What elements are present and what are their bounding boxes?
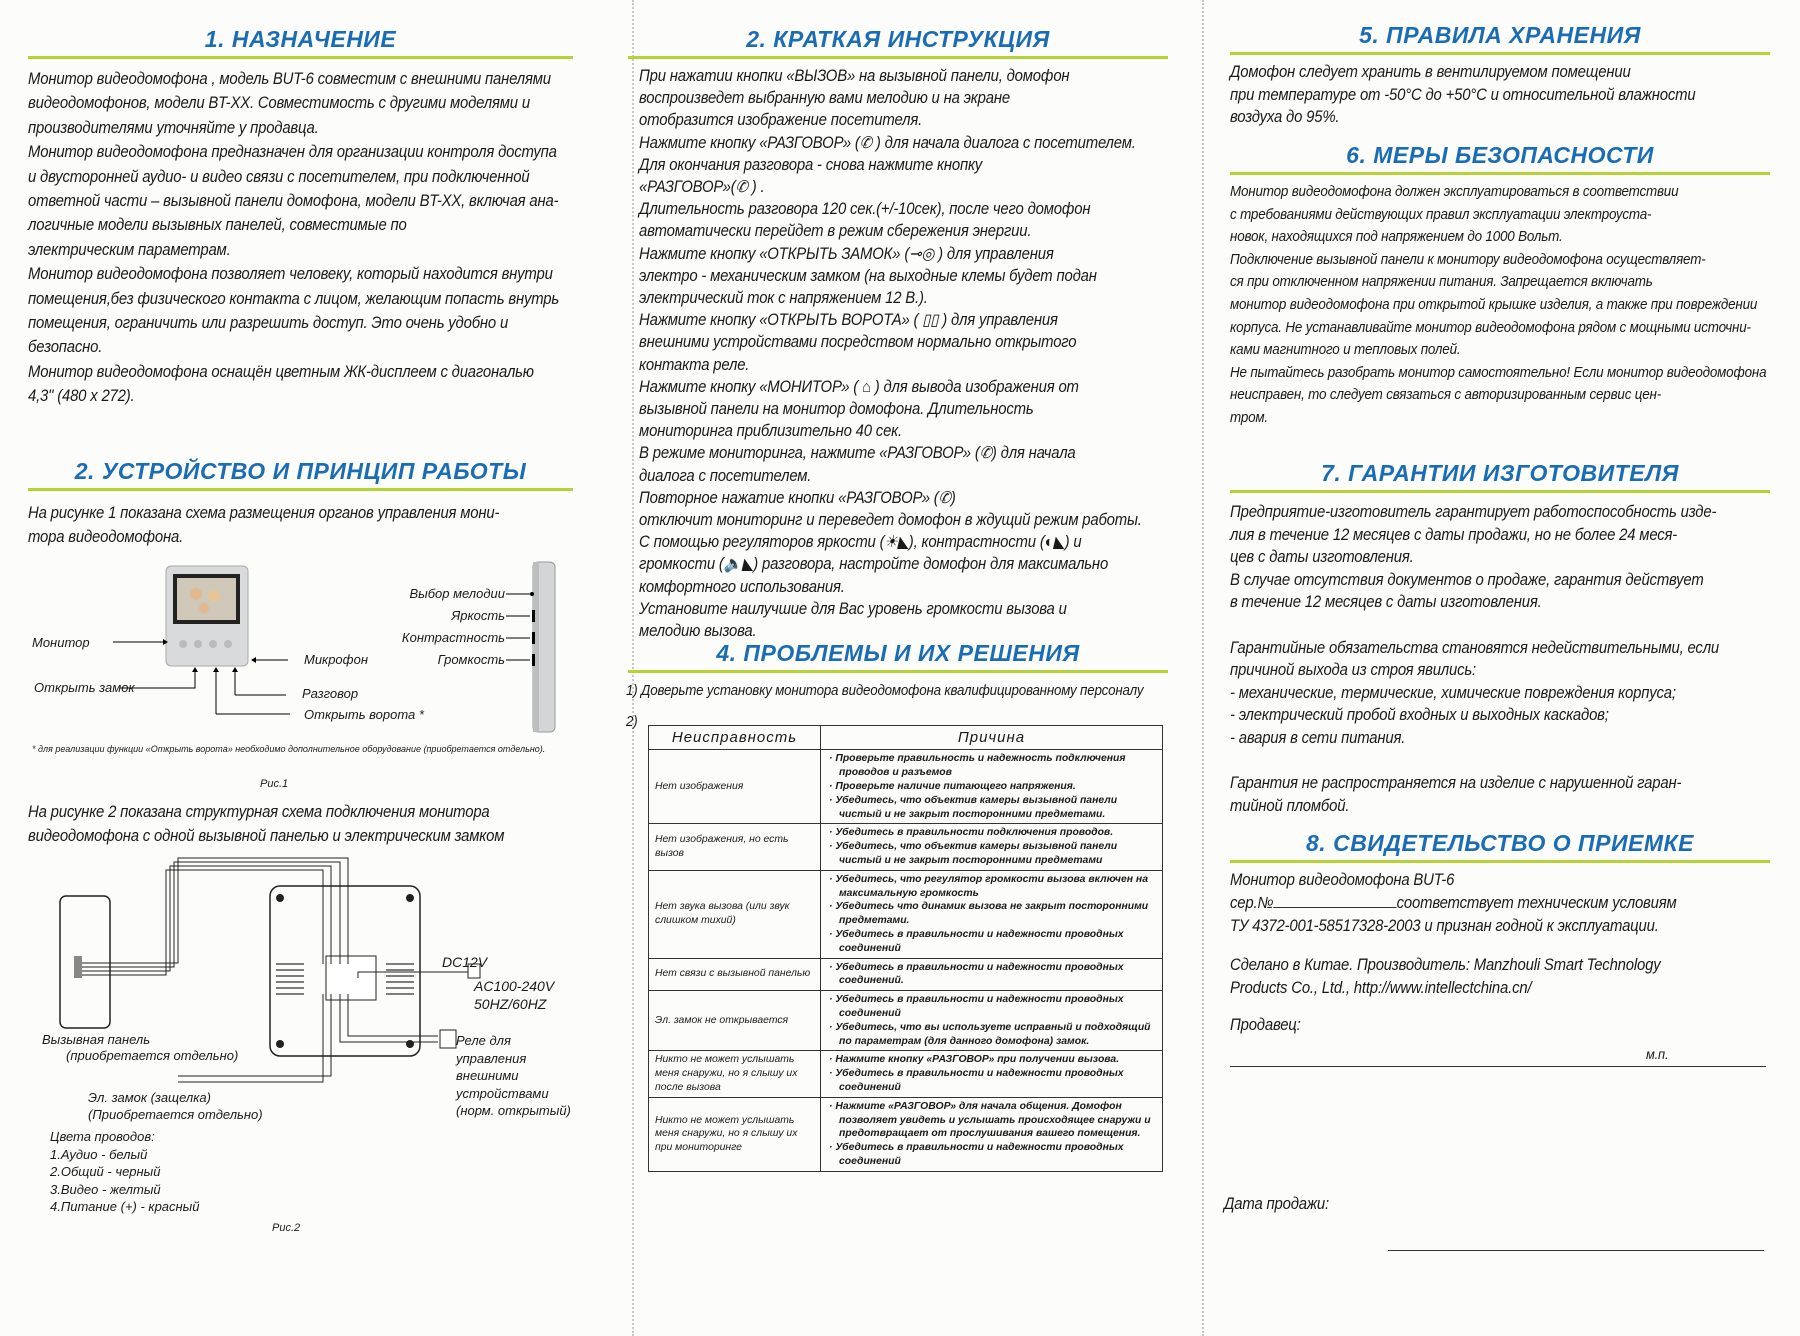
text-line: мелодию вызова. [639,622,757,641]
serial-suffix: соответствует техническим условиям [1396,894,1677,912]
text-line: Повторное нажатие кнопки «РАЗГОВОР» (✆) [639,488,956,507]
figure-caption: Рис.1 [260,778,289,790]
manufacturer-line: Сделано в Китае. Производитель: Manzhouli Smart Technology [1230,956,1661,974]
spacer [1230,1000,1767,1014]
section-body [1230,869,1767,1037]
troubleshooting-table [648,725,1163,1171]
label-lock-note: (Приобретается отдельно) [88,1107,263,1122]
cause-cell [821,824,1163,870]
cause-item: · Убедитесь, что объектив камеры вызывной панели чистый и не закрыт посторонними предметами. [829,794,1118,820]
text-line: и двусторонней аудио- и видео связи с посетителем, при подключенной [28,167,530,186]
text-line: - электрический пробой входных и выходных каскадов; [1230,706,1609,725]
text-line: - механические, термические, химические повреждения корпуса; [1230,683,1676,702]
label-microphone: Микрофон [304,652,369,667]
text-line: цев с даты изготовления. [1230,548,1414,567]
label-brightness: Яркость [451,608,505,623]
section-title: 2. КРАТКАЯ ИНСТРУКЦИЯ [628,26,1168,59]
header-cause: Причина [821,726,1163,750]
wire-color-item: 1.Аудио - белый [50,1146,148,1162]
label-open-lock: Открыть замок [34,680,135,695]
text-line: Монитор видеодомофона должен эксплуатироваться в соответствии [1230,184,1679,200]
tu-line: ТУ 4372-001-58517328-2003 и признан годной к эксплуатации. [1230,917,1659,935]
figure-1 [28,560,573,800]
cause-cell [821,750,1163,824]
section-device [28,458,573,550]
text-line: видеодомофона с одной вызывной панелью и электрическим замком [28,827,505,846]
problem-cell: Нет звука вызова (или звук слишком тихий) [649,870,821,958]
spacer [1230,614,1767,637]
text-line: В режиме мониторинга, нажмите «РАЗГОВОР» (✆) для начала [639,444,1076,463]
text-line: отобразится изображение посетителя. [639,111,923,130]
section-body [28,67,570,409]
section-body [1230,61,1767,129]
cause-item: · Убедитесь, что объектив камеры вызывной панели чистый и не закрыт посторонними предметами [829,841,1118,866]
figure-caption: Рис.2 [272,1222,301,1234]
text-line: устройствами [456,1085,549,1101]
text-line: тора видеодомофона. [28,528,184,547]
text-line: На рисунке 1 показана схема размещения органов управления мони- [28,504,500,522]
section-troubleshooting [628,640,1168,1172]
manufacturer-url-line: Products Co., Ltd., http://www.intellectchina.cn/ [1230,979,1532,997]
serial-line [1230,892,1767,915]
text-line: воспроизведет выбранную вами мелодию и на экране [639,89,1010,108]
table-row [649,750,1163,824]
text-line: Гарантийные обязательства становятся недействительными, если [1230,638,1720,657]
cause-item: · Убедитесь в правильности подключения проводов. [829,827,1114,839]
cause-cell [821,1051,1163,1097]
text-line: помещения,без физического контакта с лицом, желающим попасть внутрь [28,289,560,308]
wire-colors [50,1128,199,1216]
cause-cell [821,991,1163,1051]
label-contrast: Контрастность [401,630,505,645]
text-line: Монитор видеодомофона позволяет человеку, который находится внутри [28,265,553,284]
text-line: электрический ток с напряжением 12 В.). [639,289,928,308]
problem-cell: Эл. замок не открывается [649,991,821,1051]
section-title: 4. ПРОБЛЕМЫ И ИХ РЕШЕНИЯ [628,640,1168,673]
text-line: видеодомофонов, модели BT-XX. Совместимость с другими моделями и [28,94,530,113]
text-line: Монитор видеодомофона оснащён цветным ЖК-дисплеем с диагональю [28,362,534,381]
text-line: тийной пломбой. [1230,796,1350,815]
cause-item: · Убедитесь что динамик вызова не закрыт посторонними предметами. [829,901,1149,927]
text-line: Гарантия не распространяется на изделие с нарушенной гаран- [1230,774,1682,793]
text-line: ками магнитного и тепловых полей. [1230,342,1461,359]
spacer [1230,938,1767,954]
text-line: Для окончания разговора - снова нажмите кнопку [639,155,983,174]
text-line: внешними устройствами посредством нормально открытого [639,333,1077,352]
text-line: с требованиями действующих правил эксплуатации электроуста- [1230,206,1652,223]
section-acceptance [1224,830,1770,1213]
text-line: логичные модели вызывных панелей, совместимые по [28,216,407,235]
text-line: управления [456,1050,527,1066]
text-line: Не пытайтесь разобрать монитор самостоятельно! Если монитор видеодомофона [1230,364,1767,381]
text-line: в течение 12 месяцев с даты изготовления. [1230,593,1542,612]
figure-2-intro [28,800,570,849]
text-line: Нажмите кнопку «МОНИТОР» ( ⌂ ) для вывода изображения от [639,377,1079,396]
label-relay [456,1032,571,1120]
footnote: * для реализации функции «Открыть ворота» необходимо дополнительное оборудование (приобретается отдельно). [32,744,546,754]
text-line: электро - механическим замком (на выходные клемы будет подан [639,266,1097,285]
text-line: помещения, ограничить или разрешить доступ. Это очень удобно и [28,314,509,333]
text-line: 4,3" (480 x 272). [28,387,135,406]
section-storage [1230,22,1770,129]
table-row [649,958,1163,991]
table-number: 2) [626,714,638,731]
text-line: Подключение вызывной панели к монитору видеодомофона осуществляет- [1230,251,1706,268]
table-row [649,991,1163,1051]
section-quick-guide [628,26,1168,642]
seller-label: Продавец: [1230,1016,1301,1034]
text-line: при температуре от -50°C до +50°C и относительной влажности [1230,85,1696,104]
section-title: 7. ГАРАНТИИ ИЗГОТОВИТЕЛЯ [1230,460,1770,493]
label-melody: Выбор мелодии [409,586,505,601]
text-line: автоматически перейдет в режим сбережения энергии. [639,222,1032,241]
problem-cell: Никто не может услышать меня снаружи, но я слышу их после вызова [649,1051,821,1097]
table-row [649,1051,1163,1097]
text-line: внешними [456,1068,519,1083]
column-left [28,0,573,1336]
section-body [628,65,1165,642]
text-line: громкости (🔈◣) разговора, настройте домофон для максимально [639,555,1109,574]
text-line: Нажмите кнопку «РАЗГОВОР» (✆ ) для начала диалога с посетителем. [639,133,1136,152]
text-line: «РАЗГОВОР»(✆ ) . [639,178,765,197]
label-lock: Эл. замок (защелка) [88,1090,211,1105]
wire-color-item: 2.Общий - черный [50,1164,161,1179]
text-line: - авария в сети питания. [1230,728,1406,747]
column-right [1224,0,1770,1336]
sale-date-label: Дата продажи: [1224,1195,1329,1213]
section-safety [1230,142,1770,430]
cause-item: · Убедитесь в правильности и надежности проводных соединений [829,994,1124,1019]
cause-item: · Убедитесь в правильности и надежности проводных соединений [829,1142,1124,1167]
label-monitor: Монитор [32,635,90,650]
problem-cell: Никто не может услышать меня снаружи, но я слышу их при мониторинге [649,1097,821,1171]
label-call-panel: Вызывная панель [42,1032,151,1047]
section-warranty [1230,460,1770,817]
header-problem: Неисправность [649,726,821,750]
text-line: Длительность разговора 120 сек.(+/-10сек), после чего домофон [639,200,1091,219]
text-line: контакта реле. [639,355,750,374]
text-line: комфортного использования. [639,577,845,596]
serial-number-field[interactable] [1273,894,1396,908]
label-ac-voltage: AC100-240V [474,978,555,994]
text-line: При нажатии кнопки «ВЫЗОВ» на вызывной панели, домофон [639,67,1070,85]
model-line: Монитор видеодомофона BUT-6 [1230,871,1455,889]
wire-color-item: 4.Питание (+) - красный [50,1199,200,1214]
seller-signature-line[interactable] [1230,1066,1766,1067]
text-line: На рисунке 2 показана структурная схема подключения монитора [28,803,490,821]
section-title: 1. НАЗНАЧЕНИЕ [28,26,573,59]
text-line: С помощью регуляторов яркости (☀◣), контрастности (◐◣) и [639,533,1082,552]
text-line: причиной выхода из строя явились: [1230,661,1476,680]
cause-item: · Нажмите «РАЗГОВОР» для начала общения. Домофон позволяет увидеть и услышать происходящее снаружи и предотвращает от прослушивания вашего помещения. [829,1100,1151,1140]
cause-cell [821,958,1163,991]
serial-label: сер.№ [1230,894,1274,912]
cause-item: · Проверьте правильность и надежность подключения проводов и разъемов [829,753,1126,779]
cause-item: · Нажмите кнопку «РАЗГОВОР» при получении вызова. [829,1054,1120,1066]
table-row [649,824,1163,870]
fold-line-2 [1202,0,1204,1336]
section-title: 8. СВИДЕТЕЛЬСТВО О ПРИЕМКЕ [1230,830,1770,863]
stamp-label: м.п. [1646,1046,1669,1062]
text-line: Нажмите кнопку «ОТКРЫТЬ ВОРОТА» ( ▯▯ ) для управления [639,311,1058,330]
text-line: безопасно. [28,338,103,357]
label-dc12v: DC12V [442,954,488,970]
text-line: производителями уточняйте у продавца. [28,118,319,137]
section-title: 2. УСТРОЙСТВО И ПРИНЦИП РАБОТЫ [28,458,573,491]
cause-item: · Проверьте наличие питающего напряжения. [829,781,1076,792]
cause-item: · Убедитесь, что вы используете исправный и подходящий по параметрам (для данного домофона) замок. [829,1021,1151,1047]
text-line: (норм. открытый) [456,1103,571,1118]
table-row [649,870,1163,958]
label-talk: Разговор [302,686,359,701]
text-line: корпуса. Не устанавливайте монитор видеодомофона рядом с мощными источни- [1230,319,1751,336]
text-line: Предприятие-изготовитель гарантирует работоспособность изде- [1230,503,1717,521]
text-line: Нажмите кнопку «ОТКРЫТЬ ЗАМОК» (⊸◎ ) для управления [639,244,1054,263]
label-call-panel-note: (приобретается отдельно) [66,1048,239,1063]
table-header-row [649,726,1163,750]
text-line: новок, находящихся под напряжением до 1000 Вольт. [1230,229,1563,246]
section-purpose [28,26,573,409]
text-line: ся при отключенном напряжении питания. Запрещается включать [1230,274,1653,291]
text-line: Монитор видеодомофона , модель BUT-6 совместим с внешними панелями [28,70,551,88]
text-line: воздуха до 95%. [1230,108,1340,127]
text-line: Монитор видеодомофона предназначен для организации контроля доступа [28,143,557,162]
text-line: Установите наилучшие для Вас уровень громкости вызова и [639,599,1067,618]
text-line: Домофон следует хранить в вентилируемом помещении [1230,63,1631,81]
sale-date-line[interactable] [1388,1250,1764,1251]
text-line: тром. [1230,409,1268,426]
label-open-gate: Открыть ворота * [304,707,424,722]
section-title: 5. ПРАВИЛА ХРАНЕНИЯ [1230,22,1770,55]
cause-item: · Убедитесь в правильности и надежности проводных соединений [829,928,1124,954]
section-body [1230,501,1767,817]
section-body [1230,181,1767,430]
cause-cell [821,870,1163,958]
wire-color-item: 3.Видео - желтый [50,1181,161,1197]
text-line: монитор видеодомофона при открытой крышке изделия, а также при повреждении [1230,296,1758,313]
text-line: Реле для [456,1033,511,1048]
section-intro [28,501,570,550]
problem-cell: Нет изображения, но есть вызов [649,824,821,870]
text-line: диалога с посетителем. [639,466,812,485]
label-ac-frequency: 50HZ/60HZ [474,996,547,1012]
cause-item: · Убедитесь в правильности и надежности проводных соединений [829,1068,1124,1093]
cause-item: · Убедитесь в правильности и надежности проводных соединений. [829,961,1124,987]
section-title: 6. МЕРЫ БЕЗОПАСНОСТИ [1230,142,1770,175]
text-line: неисправен, то следует связаться с авторизированным сервис цен- [1230,387,1662,404]
problem-cell: Нет изображения [649,750,821,824]
cause-item: · Убедитесь, что регулятор громкости вызова включен на максимальную громкость [829,873,1148,899]
text-line: вызывной панели на монитор домофона. Длительность [639,400,1034,419]
install-note: 1) Доверьте установку монитора видеодомофона квалифицированному персоналу [626,683,1144,699]
column-middle [628,0,1168,1336]
problem-cell: Нет связи с вызывной панелью [649,958,821,991]
label-volume: Громкость [437,652,505,667]
figure-2 [28,846,573,1266]
text-line: ответной части – вызывной панели домофона, модели BT-XX, включая ана- [28,192,559,211]
text-line: лия в течение 12 месяцев с даты продажи, но не более 24 меся- [1230,525,1678,544]
text-line: электрическим параметрам. [28,240,231,259]
cause-cell [821,1097,1163,1171]
text-line: В случае отсутствия документов о продаже, гарантия действует [1230,570,1704,589]
spacer [1230,750,1767,773]
text-line: отключит мониторинг и переведет домофон в ждущий режим работы. [639,511,1142,530]
text-line: мониторинга приблизительно 40 сек. [639,422,902,441]
wire-colors-title: Цвета проводов: [50,1129,155,1144]
table-row [649,1097,1163,1171]
